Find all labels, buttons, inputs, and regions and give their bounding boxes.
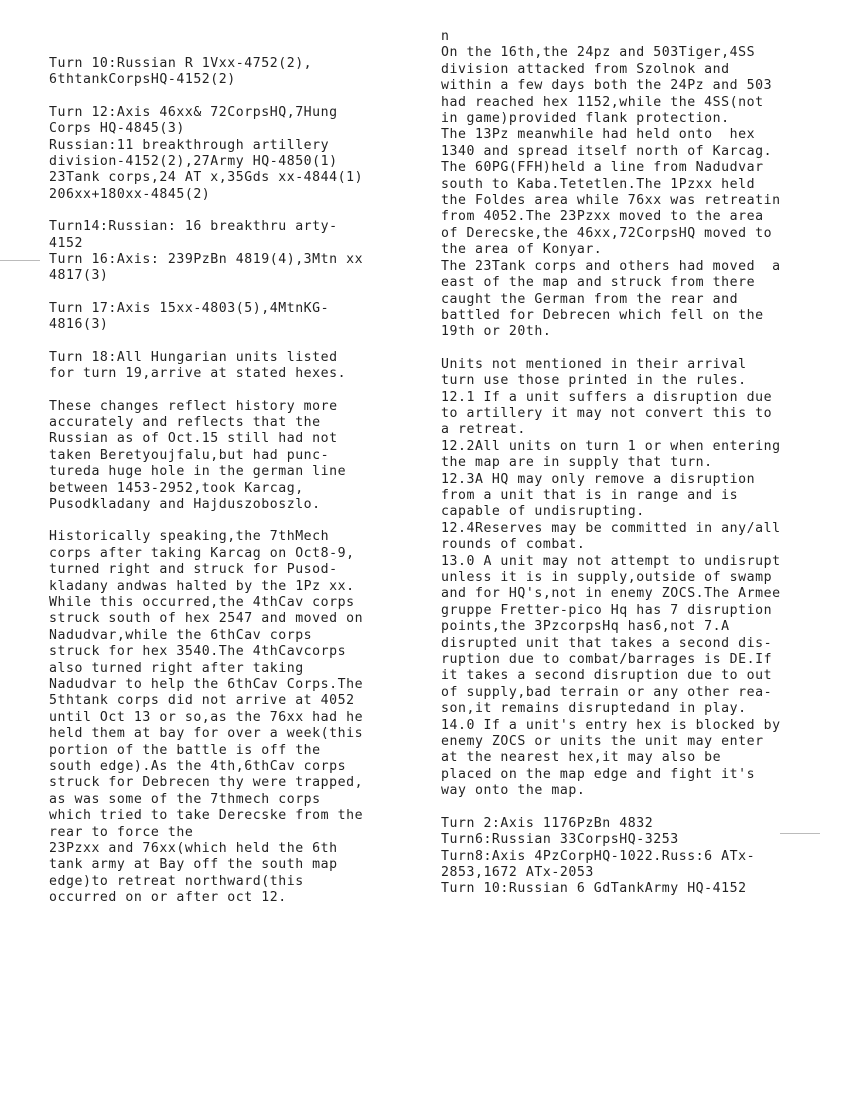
- text-line: rounds of combat.: [441, 537, 586, 553]
- text-line: until Oct 13 or so,as the 76xx had he: [49, 709, 364, 725]
- text-line: capable of undisrupting.: [441, 504, 645, 520]
- text-line: ruption due to combat/barrages is DE.If: [441, 652, 773, 668]
- text-line: at the nearest hex,it may also be: [441, 750, 722, 766]
- text-line: rear to force the: [49, 824, 194, 840]
- paragraph: [49, 399, 424, 514]
- text-line: from 4052.The 23Pzxx moved to the area: [441, 209, 764, 225]
- text-line: division attacked from Szolnok and: [441, 61, 730, 77]
- text-line: to artillery it may not convert this to: [441, 405, 773, 421]
- text-line: south to Kaba.Tetetlen.The 1Pzxx held: [441, 176, 756, 192]
- text-line: 206xx+180xx-4845(2): [49, 186, 211, 202]
- text-line: These changes reflect history more: [49, 398, 338, 414]
- text-line: held them at bay for over a week(this: [49, 726, 364, 742]
- text-line: Turn6:Russian 33CorpsHQ-3253: [441, 832, 679, 848]
- text-line: Turn 2:Axis 1176PzBn 4832: [441, 815, 654, 831]
- text-line: accurately and reflects that the: [49, 414, 321, 430]
- text-line: division-4152(2),27Army HQ-4850(1): [49, 154, 338, 170]
- left-text-column: [49, 56, 424, 923]
- text-line: a retreat.: [441, 422, 526, 438]
- text-line: 12.3A HQ may only remove a disruption: [441, 471, 756, 487]
- text-line: corps after taking Karcag on Oct8-9,: [49, 545, 355, 561]
- paragraph: [49, 105, 424, 203]
- text-line: between 1453-2952,took Karcag,: [49, 480, 304, 496]
- text-line: taken Beretyoujfalu,but had punc-: [49, 447, 330, 463]
- text-line: the map are in supply that turn.: [441, 455, 713, 471]
- text-line: kladany andwas halted by the 1Pz xx.: [49, 578, 355, 594]
- text-line: way onto the map.: [441, 783, 586, 799]
- text-line: Corps HQ-4845(3): [49, 121, 185, 137]
- paragraph: [49, 56, 424, 89]
- text-line: edge)to retreat northward(this: [49, 873, 304, 889]
- text-line: The 23Tank corps and others had moved a: [441, 258, 781, 274]
- text-line: struck south of hex 2547 and moved on: [49, 611, 364, 627]
- text-line: Turn 10:Russian R 1Vxx-4752(2),: [49, 56, 313, 71]
- text-line: for turn 19,arrive at stated hexes.: [49, 366, 347, 382]
- text-line: 12.1 If a unit suffers a disruption due: [441, 389, 773, 405]
- text-line: tureda huge hole in the german line: [49, 464, 347, 480]
- text-line: south edge).As the 4th,6thCav corps: [49, 759, 347, 775]
- text-line: Turn 10:Russian 6 GdTankArmy HQ-4152: [441, 881, 747, 897]
- text-line: On the 16th,the 24pz and 503Tiger,4SS: [441, 45, 756, 61]
- text-line: Turn 12:Axis 46xx& 72CorpsHQ,7Hung: [49, 104, 338, 120]
- text-line: within a few days both the 24Pz and 503: [441, 78, 773, 94]
- text-line: Nadudvar to help the 6thCav Corps.The: [49, 677, 364, 692]
- text-line: Russian:11 breakthrough artillery: [49, 137, 330, 153]
- text-line: Russian as of Oct.15 still had not: [49, 431, 338, 447]
- text-line: The 13Pz meanwhile had held onto hex: [441, 127, 756, 143]
- text-line: Units not mentioned in their arrival: [441, 356, 747, 372]
- text-line: son,it remains disruptedand in play.: [441, 701, 747, 717]
- text-line: east of the map and struck from there: [441, 275, 756, 291]
- paragraph: [441, 29, 843, 341]
- text-line: 23Pzxx and 76xx(which held the 6th: [49, 841, 338, 857]
- text-line: unless it is in supply,outside of swamp: [441, 570, 773, 585]
- text-line: 4817(3): [49, 268, 109, 284]
- text-line: portion of the battle is off the: [49, 742, 321, 758]
- text-line: Turn 18:All Hungarian units listed: [49, 349, 338, 365]
- text-line: 6thtankCorpsHQ-4152(2): [49, 72, 236, 88]
- paragraph: [49, 529, 424, 906]
- paragraph: [441, 816, 843, 898]
- text-line: which tried to take Derecske from the: [49, 808, 364, 824]
- paragraph: [441, 357, 843, 800]
- text-line: occurred on or after oct 12.: [49, 890, 287, 906]
- text-line: turned right and struck for Pusod-: [49, 562, 338, 578]
- text-line: Pusodkladany and Hajduszoboszlo.: [49, 496, 321, 512]
- paragraph: [49, 301, 424, 334]
- text-line: 12.2All units on turn 1 or when entering: [441, 438, 781, 454]
- right-text-column: [441, 29, 843, 914]
- text-line: disrupted unit that takes a second dis-: [441, 635, 773, 651]
- text-line: battled for Debrecen which fell on the: [441, 307, 764, 323]
- text-line: While this occurred,the 4thCav corps: [49, 594, 355, 610]
- text-line: Nadudvar,while the 6thCav corps: [49, 627, 313, 643]
- paragraph: [49, 350, 424, 383]
- text-line: 12.4Reserves may be committed in any/all: [441, 520, 781, 536]
- text-line: placed on the map edge and fight it's: [441, 766, 756, 782]
- text-line: the Foldes area while 76xx was retreatin: [441, 193, 781, 209]
- text-line: caught the German from the rear and: [441, 291, 739, 307]
- text-line: Turn 17:Axis 15xx-4803(5),4MtnKG-: [49, 300, 330, 316]
- text-line: the area of Konyar.: [441, 242, 603, 258]
- text-line: Turn8:Axis 4PzCorpHQ-1022.Russ:6 ATx-: [441, 848, 756, 864]
- text-line: turn use those printed in the rules.: [441, 373, 747, 389]
- text-line: Historically speaking,the 7thMech: [49, 529, 330, 545]
- text-line: points,the 3PzcorpsHq has6,not 7.A: [441, 619, 730, 635]
- text-line: 14.0 If a unit's entry hex is blocked by: [441, 717, 781, 733]
- text-line: 19th or 20th.: [441, 324, 552, 340]
- text-line: The 60PG(FFH)held a line from Nadudvar: [441, 160, 764, 176]
- scan-smudge-mark: [0, 260, 40, 261]
- text-line: 4152: [49, 235, 83, 251]
- text-line: also turned right after taking: [49, 660, 304, 676]
- text-line: and for HQ's,not in enemy ZOCS.The Armee: [441, 586, 781, 602]
- text-line: 2853,1672 ATx-2053: [441, 864, 594, 880]
- text-line: n: [441, 29, 450, 44]
- text-line: 5thtank corps did not arrive at 4052: [49, 693, 355, 709]
- text-line: 1340 and spread itself north of Karcag.: [441, 143, 773, 159]
- text-line: struck for hex 3540.The 4thCavcorps: [49, 644, 347, 660]
- scan-smudge-mark: [780, 833, 820, 834]
- text-line: 4816(3): [49, 317, 109, 333]
- text-line: as was some of the 7thmech corps: [49, 791, 321, 807]
- text-line: from a unit that is in range and is: [441, 487, 739, 503]
- text-line: 23Tank corps,24 AT x,35Gds xx-4844(1): [49, 170, 364, 186]
- paragraph: [49, 219, 424, 285]
- text-line: struck for Debrecen thy were trapped,: [49, 775, 364, 791]
- text-line: Turn 16:Axis: 239PzBn 4819(4),3Mtn xx: [49, 252, 364, 268]
- text-line: 13.0 A unit may not attempt to undisrupt: [441, 553, 781, 569]
- text-line: enemy ZOCS or units the unit may enter: [441, 734, 764, 750]
- text-line: of supply,bad terrain or any other rea-: [441, 684, 773, 700]
- text-line: it takes a second disruption due to out: [441, 668, 773, 684]
- text-line: gruppe Fretter-pico Hq has 7 disruption: [441, 602, 773, 618]
- text-line: Turn14:Russian: 16 breakthru arty-: [49, 219, 338, 235]
- text-line: in game)provided flank protection.: [441, 111, 730, 127]
- text-line: tank army at Bay off the south map: [49, 857, 338, 873]
- text-line: of Derecske,the 46xx,72CorpsHQ moved to: [441, 225, 773, 241]
- text-line: had reached hex 1152,while the 4SS(not: [441, 94, 764, 110]
